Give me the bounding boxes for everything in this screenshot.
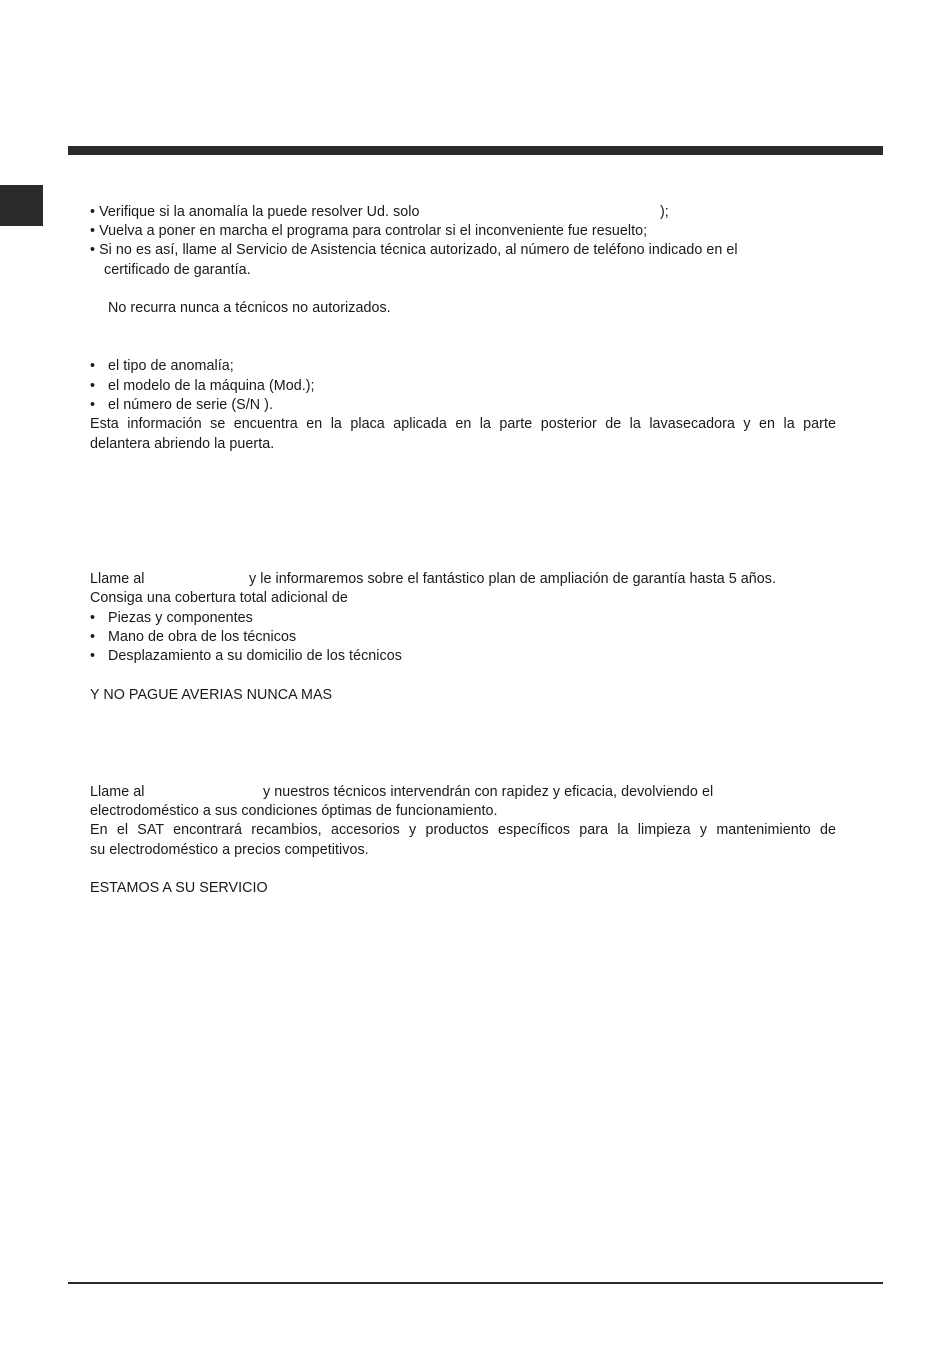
closing-text: Y NO PAGUE AVERIAS NUNCA MAS — [90, 687, 333, 703]
closing-text: ESTAMOS A SU SERVICIO — [90, 880, 268, 896]
warning-text: No recurra nunca a técnicos no autorizados. — [108, 300, 391, 316]
list-item-continuation: certificado de garantía. — [104, 262, 251, 278]
list-item: • Si no es así, llame al Servicio de Asistencia técnica autorizado, al número de teléfono indicado en el — [90, 242, 738, 258]
footer-rule — [68, 1282, 883, 1284]
list-item: • Vuelva a poner en marcha el programa para controlar si el inconveniente fue resuelto; — [90, 223, 648, 239]
language-tab-marker — [0, 185, 43, 226]
list-item: • el modelo de la máquina (Mod.); — [90, 378, 315, 394]
body-text: delantera abriendo la puerta. — [90, 436, 275, 452]
body-text: su electrodoméstico a precios competitivos. — [90, 842, 369, 858]
body-text: Esta información se encuentra en la placa aplicada en la parte posterior de la lavasecadora y en la parte — [90, 416, 836, 432]
list-item: • el número de serie (S/N ). — [90, 397, 273, 413]
list-item: • Piezas y componentes — [90, 610, 253, 626]
list-item: • Desplazamiento a su domicilio de los técnicos — [90, 648, 402, 664]
list-item: • Verifique si la anomalía la puede resolver Ud. solo ); — [90, 204, 669, 220]
body-text: Llame al y nuestros técnicos intervendrán con rapidez y eficacia, devolviendo el — [90, 784, 714, 800]
body-text: Consiga una cobertura total adicional de — [90, 590, 348, 606]
body-text: Llame al y le informaremos sobre el fantástico plan de ampliación de garantía hasta 5 años. — [90, 571, 777, 587]
list-item: • el tipo de anomalía; — [90, 358, 234, 374]
list-item: • Mano de obra de los técnicos — [90, 629, 297, 645]
body-text: electrodoméstico a sus condiciones óptimas de funcionamiento. — [90, 803, 498, 819]
header-rule — [68, 146, 883, 155]
body-text: En el SAT encontrará recambios, accesorios y productos específicos para la limpieza y mantenimiento de — [90, 822, 836, 838]
